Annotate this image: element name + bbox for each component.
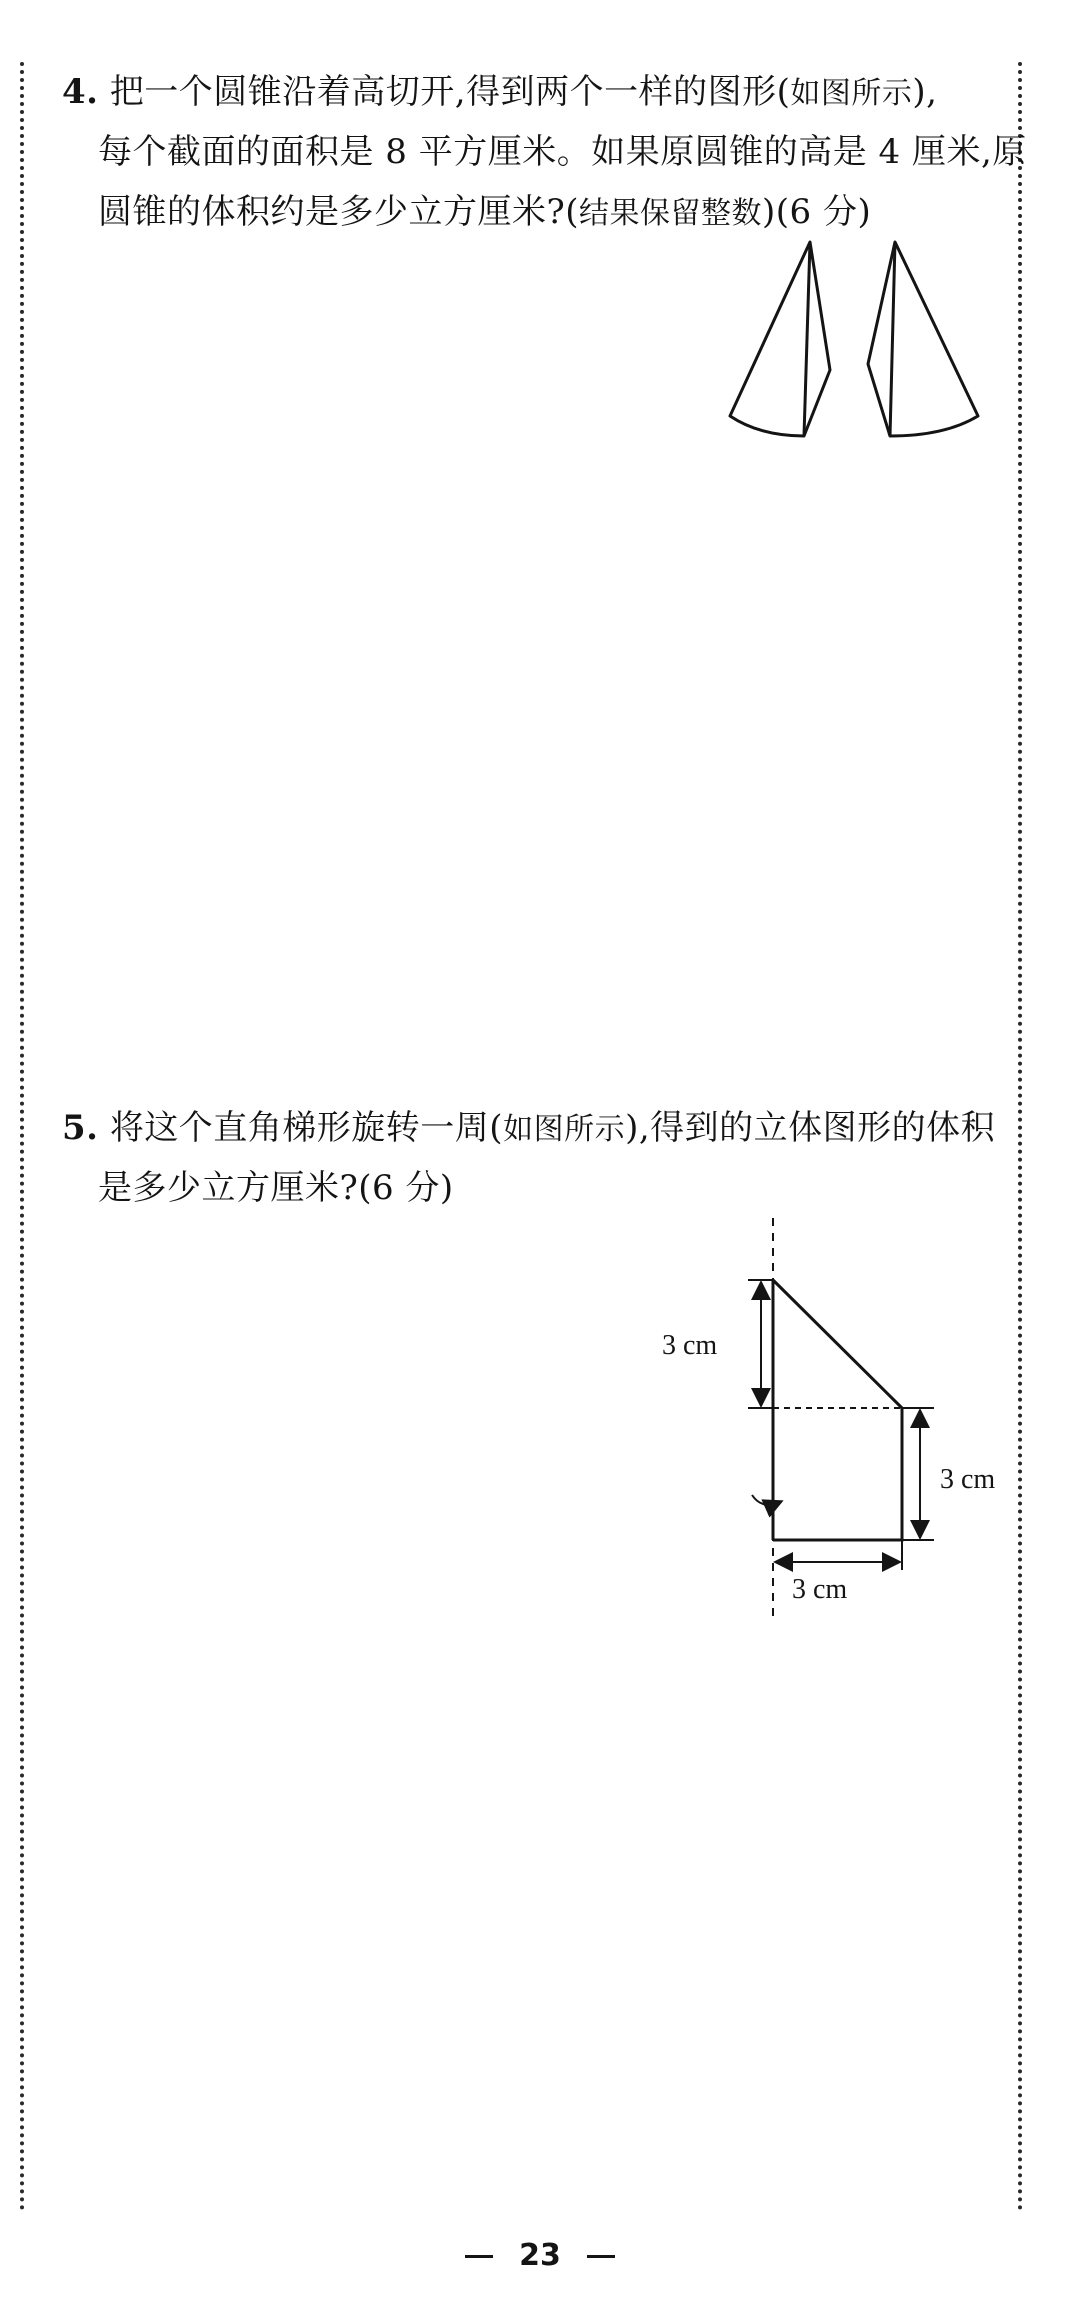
q4-note-3: 结果保留整数 (579, 196, 762, 231)
q5-note-1: 如图所示 (503, 1112, 626, 1147)
rotation-arrow-icon (752, 1495, 780, 1505)
q4-text-3-end: )(6 分) (762, 192, 872, 232)
page-number-text: 23 (519, 2238, 561, 2273)
q5-line-1 (62, 1100, 995, 1149)
top-height-label: 3 cm (662, 1330, 718, 1361)
q4-note-1: 如图所示 (790, 76, 913, 111)
page-dash-right (587, 2255, 615, 2258)
q5-text-1-end: ),得到的立体图形的体积 (625, 1108, 996, 1148)
left-margin-line (20, 62, 24, 2212)
q4-number: 4. (62, 72, 99, 112)
width-label: 3 cm (792, 1574, 848, 1605)
q4-text-3: 圆锥的体积约是多少立方厘米?( (98, 192, 579, 232)
left-cone-half (730, 242, 830, 436)
q4-line-2 (98, 124, 1027, 173)
q5-text-1: 将这个直角梯形旋转一周( (109, 1108, 504, 1148)
right-margin-line (1018, 62, 1022, 2212)
q4-text-2: 每个截面的面积是 8 平方厘米。如果原圆锥的高是 4 厘米,原 (98, 132, 1027, 172)
bottom-height-label: 3 cm (940, 1464, 996, 1495)
cone-halves-figure (720, 230, 990, 450)
page-number (0, 2238, 1080, 2273)
trapezoid-figure (640, 1210, 1020, 1630)
q4-text-1-end: ), (912, 72, 938, 112)
left-cone-height (804, 242, 810, 436)
q4-line-1 (62, 64, 937, 113)
q4-line-3 (98, 184, 871, 233)
trapezoid-shape (773, 1280, 902, 1540)
page-dash-left (465, 2255, 493, 2258)
right-cone-half (868, 242, 978, 436)
q4-text-1: 把一个圆锥沿着高切开,得到两个一样的图形( (109, 72, 791, 112)
q5-line-2 (98, 1160, 454, 1209)
q5-text-2: 是多少立方厘米?(6 分) (98, 1168, 454, 1208)
right-cone-height (890, 242, 895, 436)
q5-number: 5. (62, 1108, 99, 1148)
